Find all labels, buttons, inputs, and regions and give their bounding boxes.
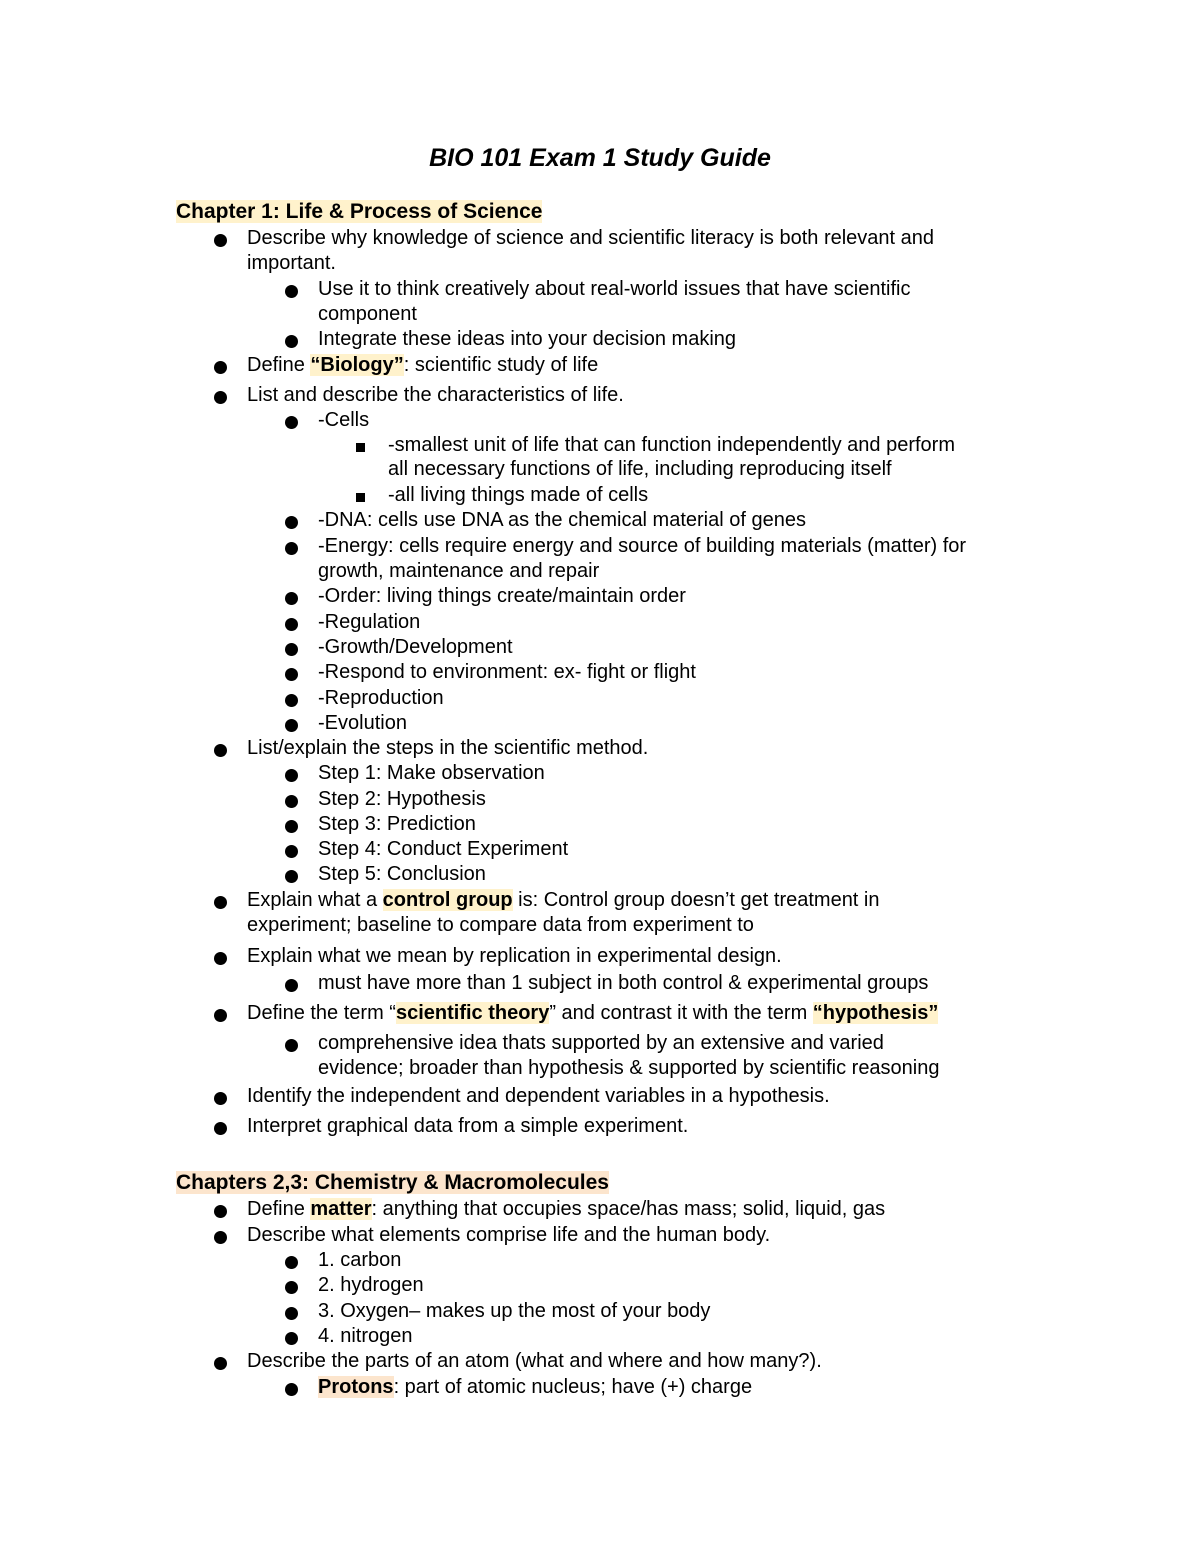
list-item	[247, 1084, 830, 1109]
item-text: -Reproduction	[318, 687, 444, 709]
bullet-icon	[214, 1205, 227, 1218]
list-item	[318, 1273, 424, 1298]
list-item	[247, 353, 598, 378]
item-text: List/explain the steps in the scientific method.	[247, 737, 649, 759]
item-text: -Evolution	[318, 712, 407, 734]
bullet-icon	[285, 542, 298, 555]
bullet-icon	[285, 1256, 298, 1269]
highlighted-term: control group	[382, 889, 513, 911]
list-item	[318, 837, 568, 862]
item-text: all necessary functions of life, including reproducing itself	[388, 458, 892, 480]
item-text: Step 5: Conclusion	[318, 863, 486, 885]
bullet-icon	[285, 870, 298, 883]
item-text: Define	[247, 354, 311, 376]
item-text: Define	[247, 1198, 311, 1220]
list-item	[247, 1001, 938, 1026]
list-item-continuation	[318, 559, 599, 584]
item-text: Step 4: Conduct Experiment	[318, 838, 569, 860]
item-text: evidence; broader than hypothesis & supported by scientific reasoning	[318, 1057, 940, 1079]
bullet-icon	[285, 795, 298, 808]
bullet-icon	[214, 1122, 227, 1135]
list-item-continuation	[247, 251, 336, 276]
item-text: Identify the independent and dependent variables in a hypothesis.	[247, 1085, 830, 1107]
item-text: 1. carbon	[318, 1249, 402, 1271]
item-text: : scientific study of life	[403, 354, 599, 376]
bullet-icon	[214, 952, 227, 965]
item-text: -Cells	[318, 409, 370, 431]
item-text: -all living things made of cells	[388, 484, 649, 506]
item-text: comprehensive idea thats supported by an extensive and varied	[318, 1032, 884, 1054]
list-item	[247, 1114, 688, 1139]
item-text: experiment; baseline to compare data from experiment to	[247, 914, 754, 936]
bullet-icon	[285, 719, 298, 732]
item-text: Use it to think creatively about real-world issues that have scientific	[318, 278, 911, 300]
list-item	[318, 971, 928, 996]
item-text: -Energy: cells require energy and source of building materials (matter) for	[318, 535, 967, 557]
list-item	[318, 812, 476, 837]
item-text: component	[318, 303, 417, 325]
page-title: BIO 101 Exam 1 Study Guide	[429, 144, 771, 172]
bullet-icon	[214, 1092, 227, 1105]
list-item	[318, 534, 966, 559]
item-text: Describe why knowledge of science and scientific literacy is both relevant and	[247, 227, 935, 249]
item-text: -smallest unit of life that can function independently and perform	[388, 434, 955, 456]
bullet-icon	[214, 744, 227, 757]
list-item	[318, 711, 407, 736]
bullet-icon	[285, 416, 298, 429]
bullet-icon	[285, 592, 298, 605]
list-item	[388, 433, 955, 458]
list-item	[318, 761, 545, 786]
bullet-icon	[285, 516, 298, 529]
item-text: Describe what elements comprise life and the human body.	[247, 1224, 771, 1246]
bullet-icon	[285, 979, 298, 992]
bullet-icon	[285, 1039, 298, 1052]
item-text: 2. hydrogen	[318, 1274, 424, 1296]
list-item	[318, 508, 806, 533]
chapter-1-heading	[176, 198, 542, 226]
list-item	[318, 1324, 413, 1349]
list-item	[247, 1349, 822, 1374]
highlighted-term: “Biology”	[310, 354, 404, 376]
item-text: -Regulation	[318, 611, 421, 633]
item-text: must have more than 1 subject in both control & experimental groups	[318, 972, 929, 994]
item-text: Describe the parts of an atom (what and where and how many?).	[247, 1350, 822, 1372]
list-item	[318, 635, 513, 660]
list-item	[247, 1197, 885, 1222]
list-item	[318, 660, 696, 685]
item-text: Step 3: Prediction	[318, 813, 476, 835]
list-item	[318, 408, 369, 433]
list-item	[318, 787, 486, 812]
item-text: 3. Oxygen– makes up the most of your body	[318, 1300, 711, 1322]
bullet-icon	[285, 618, 298, 631]
bullet-icon	[214, 361, 227, 374]
list-item	[388, 483, 648, 508]
item-text: Interpret graphical data from a simple experiment.	[247, 1115, 689, 1137]
item-text: -Respond to environment: ex- fight or flight	[318, 661, 696, 683]
square-bullet-icon	[356, 443, 365, 452]
bullet-icon	[285, 1332, 298, 1345]
item-text: is: Control group doesn’t get treatment in	[512, 889, 880, 911]
chapter-2-heading	[176, 1169, 609, 1197]
bullet-icon	[214, 391, 227, 404]
chapter-1-heading-text: Chapter 1: Life & Process of Science	[176, 200, 543, 223]
list-item	[247, 736, 648, 761]
bullet-icon	[285, 845, 298, 858]
bullet-icon	[214, 1231, 227, 1244]
list-item	[247, 1223, 770, 1248]
bullet-icon	[285, 820, 298, 833]
item-text: Step 2: Hypothesis	[318, 788, 486, 810]
chapter-2-heading-text: Chapters 2,3: Chemistry & Macromolecules	[176, 1171, 609, 1194]
list-item	[318, 862, 486, 887]
item-text: Explain what a	[247, 889, 383, 911]
list-item	[318, 584, 686, 609]
item-text: -Growth/Development	[318, 636, 513, 658]
list-item	[318, 610, 420, 635]
item-text: : anything that occupies space/has mass; solid, liquid, gas	[371, 1198, 886, 1220]
item-text: Define the term “	[247, 1002, 396, 1024]
item-text: ” and contrast it with the term	[549, 1002, 813, 1024]
highlighted-term: Protons	[318, 1376, 394, 1398]
item-text: Step 1: Make observation	[318, 762, 545, 784]
bullet-icon	[214, 234, 227, 247]
bullet-icon	[214, 1357, 227, 1370]
list-item-continuation	[318, 1056, 940, 1081]
item-text: List and describe the characteristics of life.	[247, 384, 624, 406]
list-item	[247, 383, 624, 408]
item-text: : part of atomic nucleus; have (+) charge	[393, 1376, 753, 1398]
bullet-icon	[285, 1307, 298, 1320]
bullet-icon	[214, 896, 227, 909]
bullet-icon	[285, 769, 298, 782]
list-item	[318, 1248, 401, 1273]
square-bullet-icon	[356, 493, 365, 502]
highlighted-term: matter	[310, 1198, 372, 1220]
list-item	[318, 1375, 752, 1400]
item-text: Explain what we mean by replication in experimental design.	[247, 945, 782, 967]
item-text: -Order: living things create/maintain order	[318, 585, 686, 607]
item-text: important.	[247, 252, 336, 274]
bullet-icon	[285, 285, 298, 298]
highlighted-term: “hypothesis”	[812, 1002, 939, 1024]
bullet-icon	[285, 335, 298, 348]
bullet-icon	[285, 1281, 298, 1294]
list-item-continuation	[318, 302, 417, 327]
item-text: Integrate these ideas into your decision making	[318, 328, 737, 350]
bullet-icon	[285, 643, 298, 656]
list-item	[318, 327, 736, 352]
bullet-icon	[214, 1009, 227, 1022]
bullet-icon	[285, 1383, 298, 1396]
highlighted-term: scientific theory	[395, 1002, 550, 1024]
list-item	[318, 1031, 884, 1056]
item-text: 4. nitrogen	[318, 1325, 413, 1347]
list-item	[247, 226, 934, 251]
item-text: growth, maintenance and repair	[318, 560, 600, 582]
list-item	[247, 888, 880, 913]
list-item	[318, 1299, 710, 1324]
list-item-continuation	[388, 457, 892, 482]
list-item-continuation	[247, 913, 754, 938]
bullet-icon	[285, 694, 298, 707]
item-text: -DNA: cells use DNA as the chemical material of genes	[318, 509, 806, 531]
bullet-icon	[285, 668, 298, 681]
list-item	[247, 944, 782, 969]
list-item	[318, 277, 911, 302]
list-item	[318, 686, 444, 711]
